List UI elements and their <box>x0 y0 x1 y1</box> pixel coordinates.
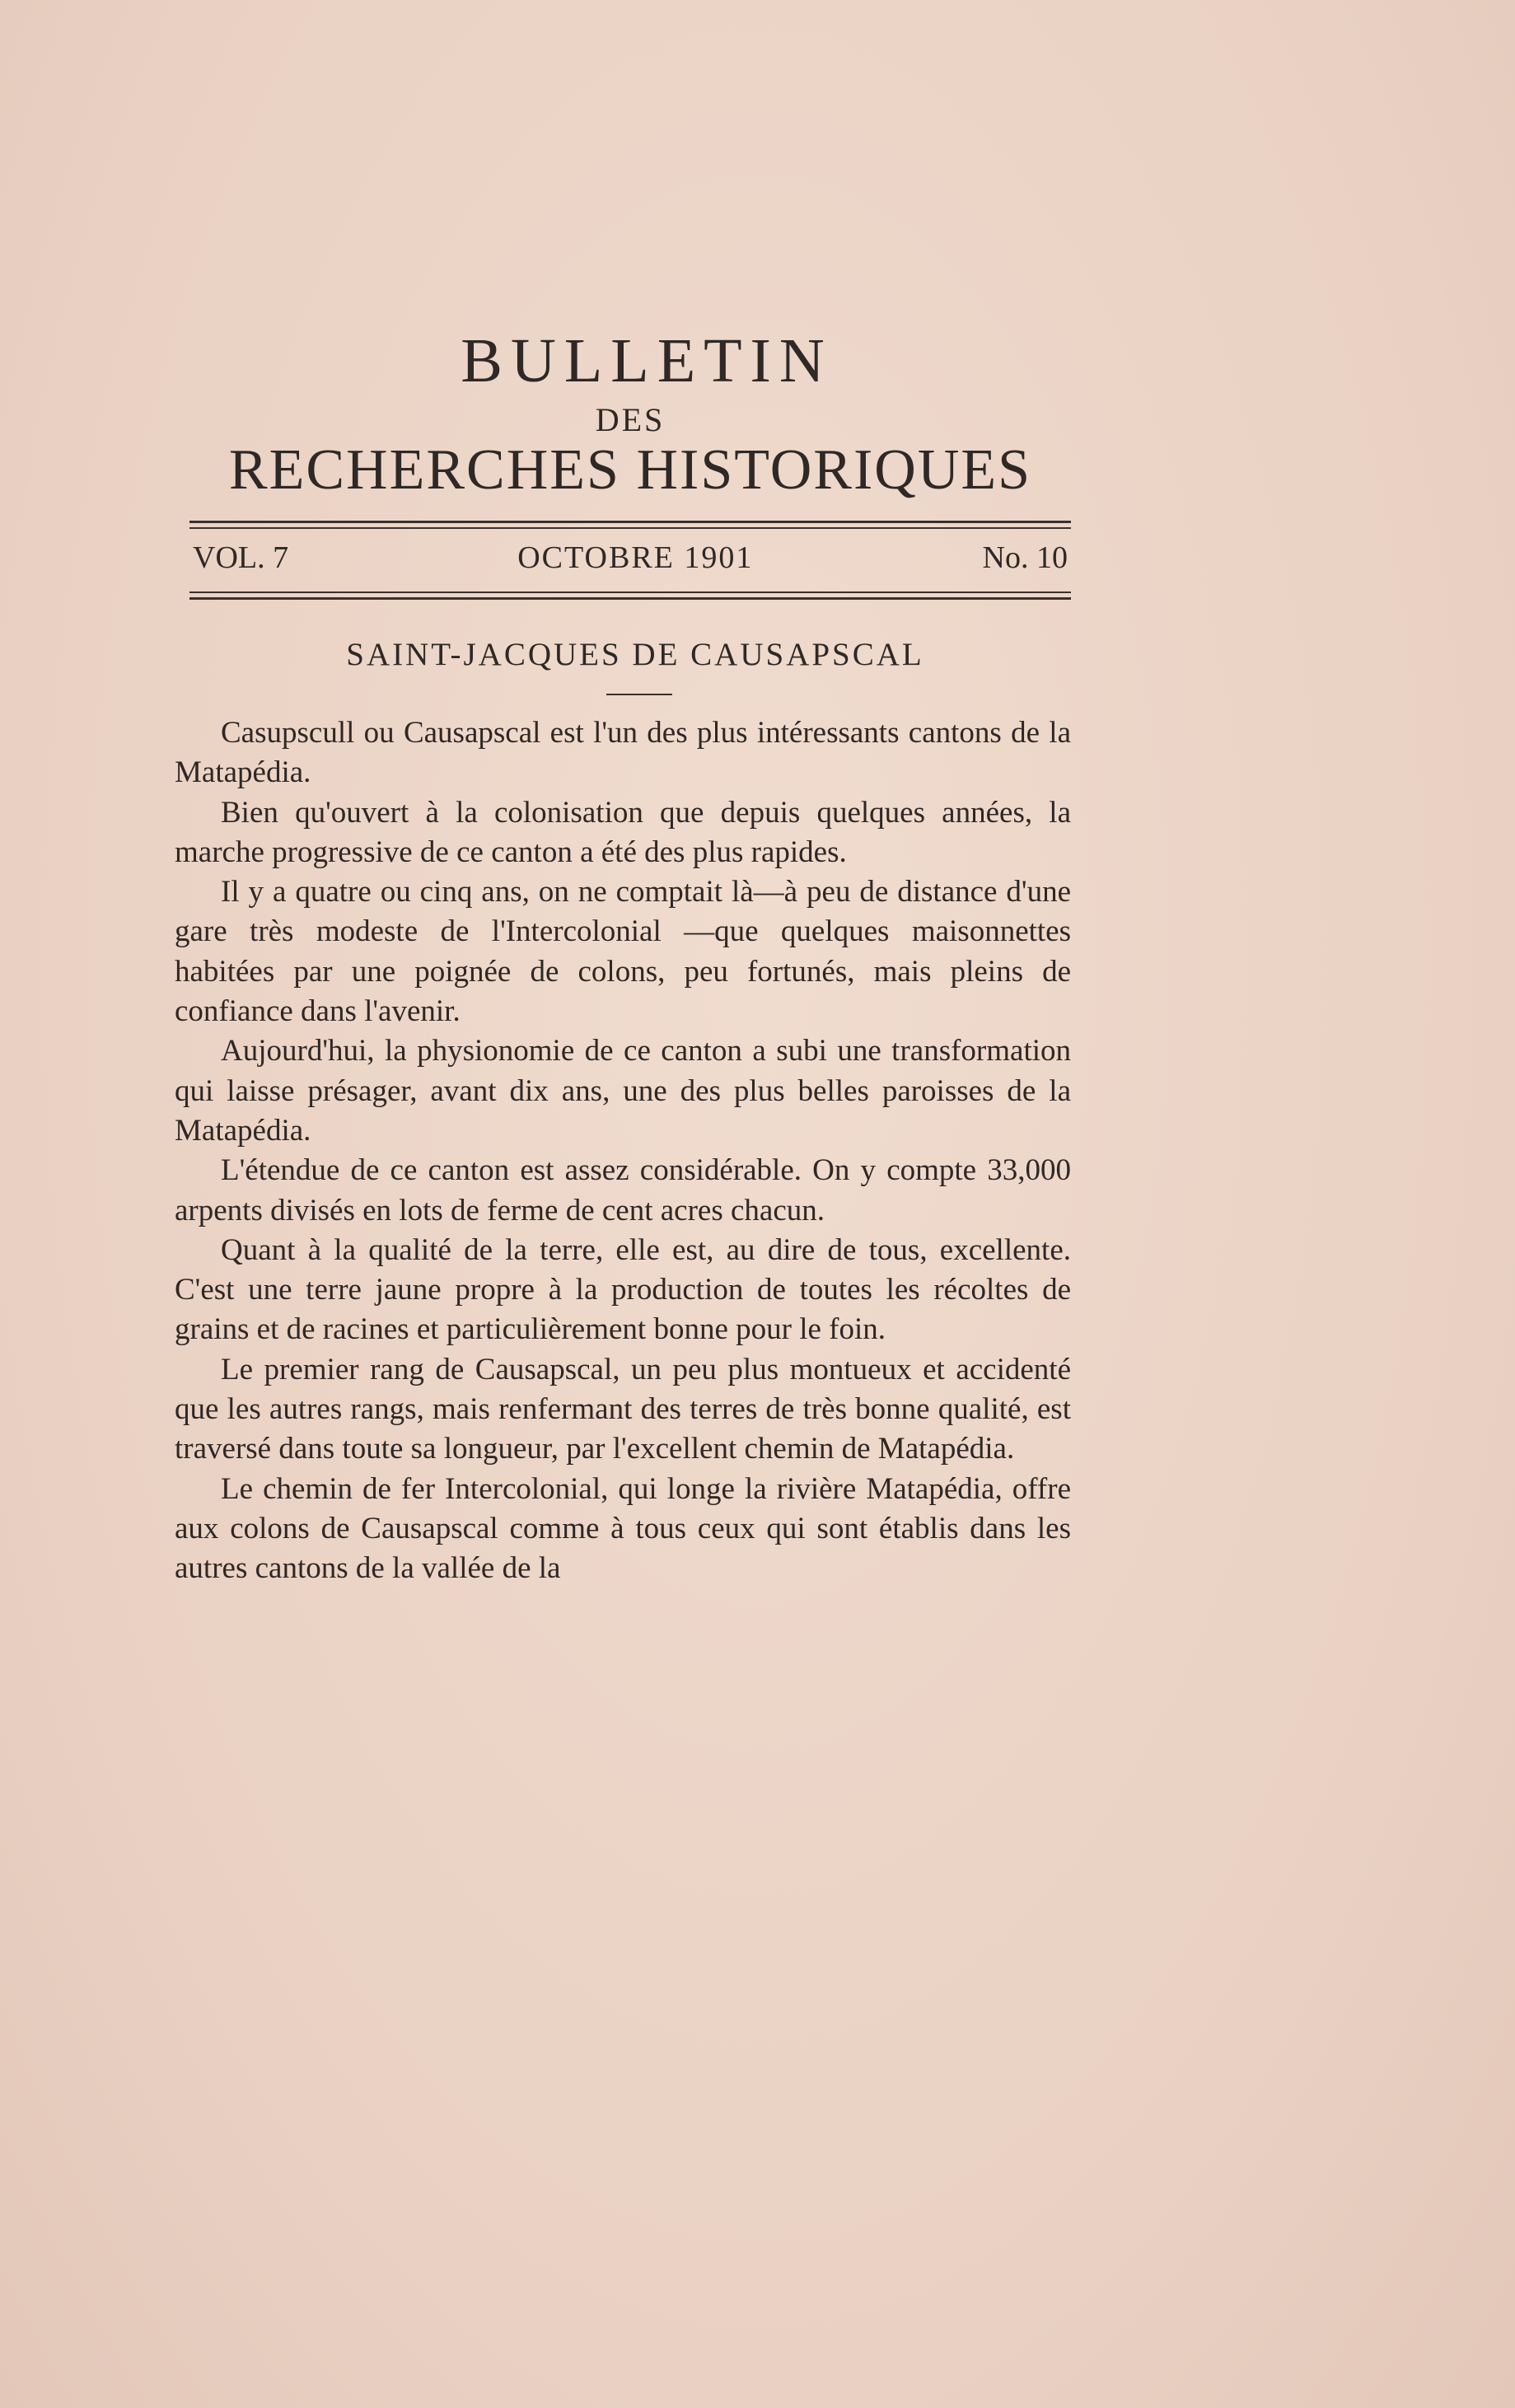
article-body <box>175 713 1071 1589</box>
bulletin-title: BULLETIN <box>461 326 833 395</box>
issue-line <box>189 542 1071 573</box>
volume-label: VOL. 7 <box>193 540 289 575</box>
paragraph: Le chemin de fer Intercolonial, qui longe la rivière Matapédia, offre aux colons de Causapscal comme à tous ceux qui sont établis dans les autres cantons de la vallée de la <box>175 1471 1071 1586</box>
article-title: SAINT-JACQUES DE CAUSAPSCAL <box>346 637 924 672</box>
paragraph: Casupscull ou Causapscal est l'un des plus intéressants cantons de la Matapédia. <box>175 716 1071 790</box>
paragraph: Le premier rang de Causapscal, un peu plus montueux et accidenté que les autres rangs, mais renfermant des terres de très bonne qualité, est traversé dans toute sa longueur, par l'excellent chemin de Matapédia. <box>175 1352 1071 1466</box>
article <box>175 638 1071 1589</box>
title-des: DES <box>595 401 666 438</box>
bulletin-subtitle: RECHERCHES HISTORIQUES <box>228 438 1032 502</box>
paragraph: Il y a quatre ou cinq ans, on ne comptait là—à peu de distance d'une gare très modeste de l'Intercolonial —que quelques maisonnettes habitées par une poignée de colons, peu fortunés, mais pleins de confiance dans l'avenir. <box>175 875 1071 1029</box>
top-rule <box>189 521 1071 529</box>
issue-date: OCTOBRE 1901 <box>517 540 754 575</box>
paragraph: Quant à la qualité de la terre, elle est, au dire de tous, excellente. C'est une terre jaune propre à la production de toutes les récoltes de grains et de racines et particulièrement bonne pour le foin. <box>175 1232 1071 1347</box>
issue-number: No. 10 <box>982 540 1068 575</box>
paragraph: Aujourd'hui, la physionomie de ce canton a subi une transformation qui laisse présager, avant dix ans, une des plus belles paroisses de la Matapédia. <box>175 1034 1071 1148</box>
masthead <box>189 326 1071 600</box>
paragraph: L'étendue de ce canton est assez considérable. On y compte 33,000 arpents divisés en lots de ferme de cent acres chacun. <box>175 1153 1071 1227</box>
title-separator <box>606 694 672 695</box>
bottom-rule <box>189 591 1071 600</box>
paragraph: Bien qu'ouvert à la colonisation que depuis quelques années, la marche progressive de ce canton a été des plus rapides. <box>175 795 1071 869</box>
